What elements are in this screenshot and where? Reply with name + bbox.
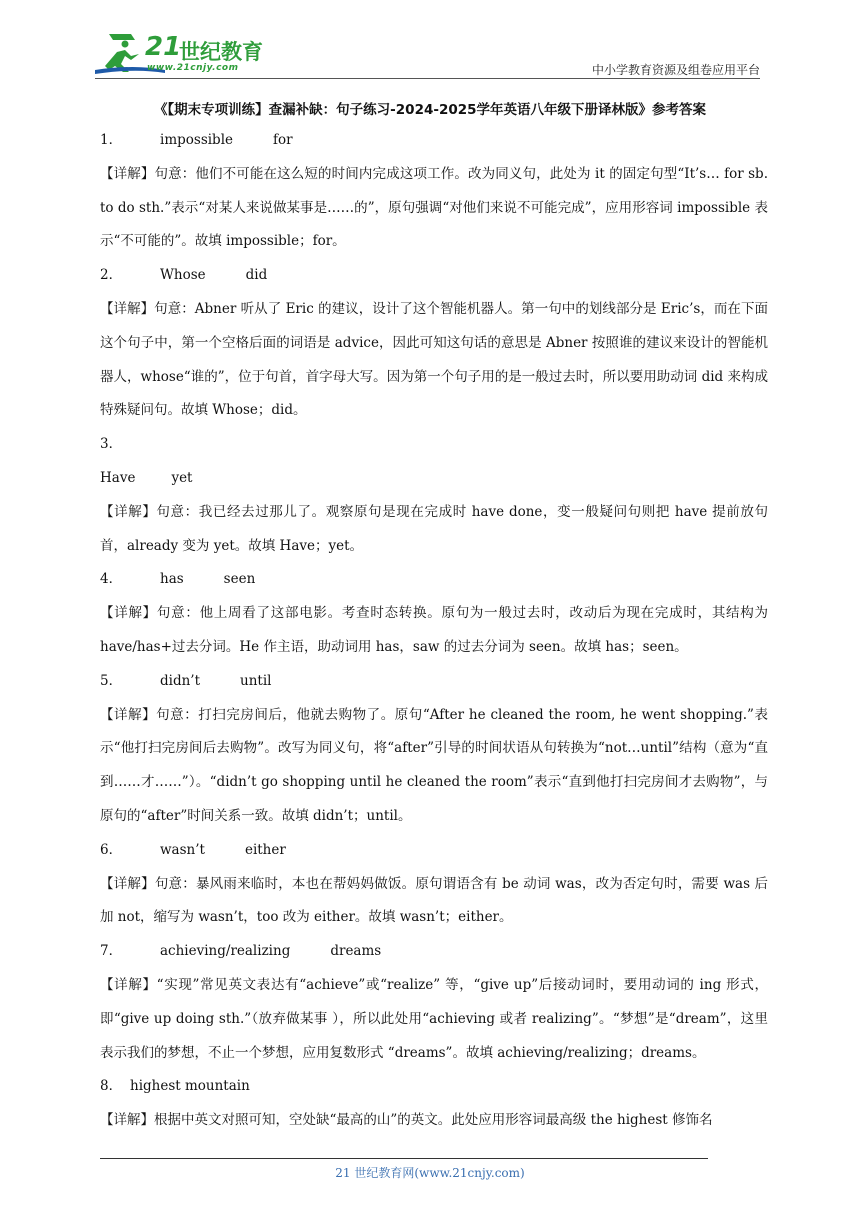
page-header [95, 30, 760, 78]
answer-word: either [244, 841, 286, 858]
item-number: 4． [100, 571, 123, 588]
explanation: 【详解】句意：他们不可能在这么短的时间内完成这项工作。改为同义句，此处为 it 的固定句型“It’s… for sb. to do sth.”表示“对某人来说做某事是……的”，原句强调“对他们来说不可能完成”，应用形容词 impossible 表示“不可能的”。故填 impossible；for。 [100, 165, 768, 250]
explanation: 【详解】句意：我已经去过那儿了。观察原句是现在完成时 have done，变一般疑问句则把 have 提前放句首，already 变为 yet。故填 Have；yet。 [100, 503, 768, 554]
answer-word: for [273, 132, 293, 148]
explanation: 【详解】句意：他上周看了这部电影。考查时态转换。原句为一般过去时，改动后为现在完成时，其结构为 have/has+过去分词。He 作主语，助动词用 has，saw 的过去分词为 seen。故填 has；seen。 [100, 605, 768, 655]
answer-word: wasn’t [160, 841, 205, 858]
platform-name: 中小学教育资源及组卷应用平台 [591, 63, 760, 77]
logo [95, 30, 265, 76]
item-number: 8． [100, 1078, 123, 1095]
logo-url: www.21cnjy.com [147, 63, 239, 73]
answer-line [100, 563, 768, 597]
answer-word: seen [223, 571, 256, 588]
footer-divider [100, 1158, 708, 1159]
answer-word: has [160, 571, 184, 588]
answer-line [100, 935, 768, 969]
item-number: 6． [100, 841, 123, 858]
answer-line [100, 1070, 768, 1104]
answer-word: yet [171, 469, 193, 486]
explanation: 【详解】“实现”常见英文表达有“achieve”或“realize” 等，“give up”后接动词时，要用动词的 ing 形式，即“give up doing sth.”（放弃做某事 ），所以此处用“achieving 或者 realizing”。“梦想”是“dream”，这里表示我们的梦想，不止一个梦想，应用复数形式 “dreams”。故填 achieving/realizing；dreams。 [100, 976, 768, 1061]
item-number: 1． [100, 132, 123, 148]
logo-number: 21 [145, 32, 182, 62]
answer-word: dreams [330, 943, 382, 960]
answer-word: Whose [160, 267, 206, 284]
page-title: 《【期末专项训练】查漏补缺：句子练习-2024-2025学年英语八年级下册译林版》参考答案 [153, 102, 707, 118]
explanation: 【详解】根据中英文对照可知，空处缺“最高的山”的英文。此处应用形容词最高级 the highest 修饰名 [100, 1112, 713, 1129]
answer-word: highest mountain [130, 1078, 250, 1095]
answer-word: didn’t [160, 672, 201, 689]
footer-text: 21 世纪教育网(www.21cnjy.com) [335, 1166, 525, 1180]
answer-line [100, 665, 768, 699]
explanation: 【详解】句意：Abner 听从了 Eric 的建议，设计了这个智能机器人。第一句中的划线部分是 Eric’s，而在下面这个句子中，第一个空格后面的词语是 advice，因此可知这句话的意思是 Abner 按照谁的建议来设计的智能机器人，whose“谁的”，位于句首，首字母大写。因为第一个句子用的是一般过去时，所以要用助动词 did 来构成特殊疑问句。故填 Whose；did。 [100, 300, 768, 419]
item-number: 7． [100, 943, 123, 960]
answer-word: impossible [160, 132, 234, 148]
explanation: 【详解】句意：暴风雨来临时，本也在帮妈妈做饭。原句谓语含有 be 动词 was，改为否定句时，需要 was 后加 not，缩写为 wasn’t，too 改为 either。故填 wasn’t；either。 [100, 875, 768, 926]
answer-word: until [240, 672, 272, 689]
item-number: 5． [100, 672, 123, 689]
logo-text: 世纪教育 [179, 40, 263, 64]
answer-line [100, 834, 768, 868]
answer-line [100, 428, 768, 462]
answer-line [100, 462, 768, 496]
item-number: 2． [100, 267, 123, 284]
item-number: 3． [100, 436, 123, 453]
answer-word: achieving/realizing [160, 943, 291, 960]
answer-word: did [245, 267, 268, 284]
answer-list [100, 124, 768, 1138]
answer-line [100, 259, 768, 293]
header-divider [95, 78, 760, 79]
answer-line [100, 124, 768, 158]
explanation: 【详解】句意：打扫完房间后，他就去购物了。原句“After he cleaned the room, he went shopping.”表示“他打扫完房间后去购物”。改写为同义句，将“after”引导的时间状语从句转换为“not…until”结构（意为“直到……才……”）。“didn’t go shopping until he cleaned the room”表示“直到他打扫完房间才去购物”，与原句的“after”时间关系一致。故填 didn’t；until。 [100, 706, 768, 824]
answer-word: Have [100, 469, 136, 486]
